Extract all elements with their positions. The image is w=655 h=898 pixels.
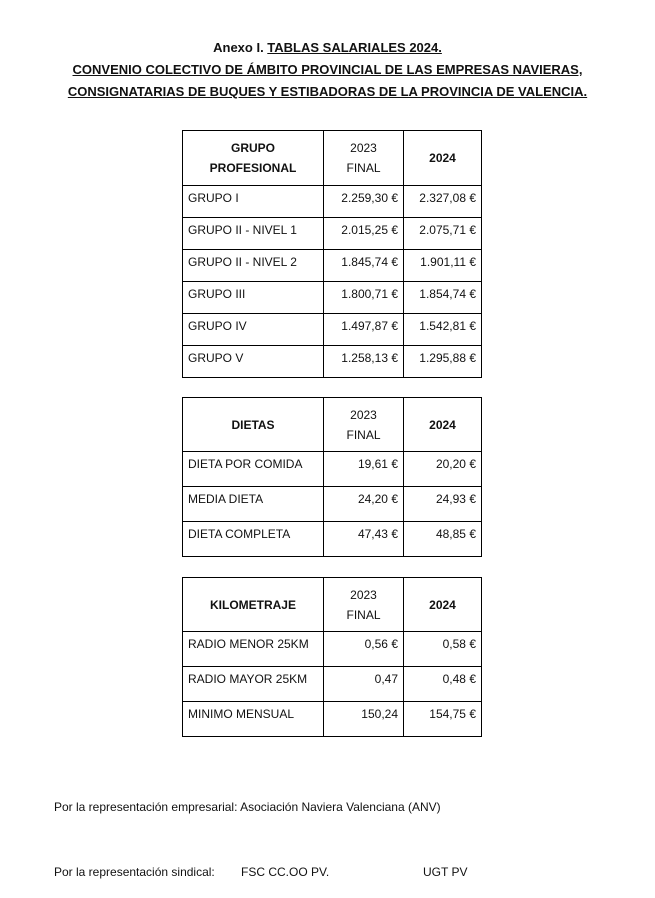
header-2023	[324, 578, 404, 632]
value-2024: 2.327,08 €	[404, 186, 482, 218]
row-label: RADIO MENOR 25KM	[183, 632, 324, 667]
value-2023: 24,20 €	[324, 487, 404, 522]
header-2023	[324, 398, 404, 452]
row-label: GRUPO V	[183, 346, 324, 378]
footer-empresarial: Por la representación empresarial: Asociación Naviera Valenciana (ANV)	[54, 800, 441, 814]
row-label: GRUPO I	[183, 186, 324, 218]
h: GRUPO	[230, 141, 275, 155]
value-2024: 24,93 €	[404, 487, 482, 522]
row-label: GRUPO II - NIVEL 2	[183, 250, 324, 282]
value-2023: 47,43 €	[324, 522, 404, 557]
title-line-1	[0, 40, 655, 55]
header-2023	[324, 131, 404, 186]
row-label: RADIO MAYOR 25KM	[183, 667, 324, 702]
value-2023: 19,61 €	[324, 452, 404, 487]
table-row	[183, 702, 482, 737]
table-row	[183, 522, 482, 557]
value-2024: 20,20 €	[404, 452, 482, 487]
title-underlined: TABLAS SALARIALES 2024.	[267, 40, 442, 55]
header-2024: 2024	[404, 578, 482, 632]
row-label: GRUPO II - NIVEL 1	[183, 218, 324, 250]
row-label: DIETA COMPLETA	[183, 522, 324, 557]
value-2023: 2.015,25 €	[324, 218, 404, 250]
value-2024: 1.854,74 €	[404, 282, 482, 314]
value-2023: 1.258,13 €	[324, 346, 404, 378]
h: 2023	[350, 407, 377, 422]
table-row	[183, 218, 482, 250]
h: FINAL	[346, 607, 381, 622]
table-row	[183, 186, 482, 218]
value-2024: 48,85 €	[404, 522, 482, 557]
header-2024: 2024	[404, 398, 482, 452]
row-label: MEDIA DIETA	[183, 487, 324, 522]
value-2024: 1.542,81 €	[404, 314, 482, 346]
table-header	[183, 578, 482, 632]
table-header	[183, 131, 482, 186]
value-2024: 2.075,71 €	[404, 218, 482, 250]
value-2023: 1.497,87 €	[324, 314, 404, 346]
h: 2023	[350, 587, 377, 602]
value-2023: 1.845,74 €	[324, 250, 404, 282]
footer-sindical-ugt: UGT PV	[423, 865, 468, 879]
table-row	[183, 487, 482, 522]
table-row	[183, 632, 482, 667]
header-group	[183, 131, 324, 186]
h: 2023	[350, 141, 377, 155]
table-row	[183, 282, 482, 314]
value-2024: 0,48 €	[404, 667, 482, 702]
footer-sindical-label: Por la representación sindical:	[54, 865, 215, 879]
header-dietas: DIETAS	[183, 398, 324, 452]
value-2023: 2.259,30 €	[324, 186, 404, 218]
value-2023: 0,56 €	[324, 632, 404, 667]
salary-table	[182, 130, 482, 378]
value-2023: 0,47	[324, 667, 404, 702]
row-label: GRUPO III	[183, 282, 324, 314]
table-row	[183, 452, 482, 487]
kilometraje-table	[182, 577, 482, 737]
h: FINAL	[346, 427, 381, 442]
title-prefix: Anexo I.	[213, 40, 268, 55]
header-kilometraje: KILOMETRAJE	[183, 578, 324, 632]
value-2023: 150,24	[324, 702, 404, 737]
value-2024: 1.901,11 €	[404, 250, 482, 282]
title-line-2: CONVENIO COLECTIVO DE ÁMBITO PROVINCIAL DE LAS EMPRESAS NAVIERAS,	[72, 62, 583, 77]
footer-sindical-ccoo: FSC CC.OO PV.	[241, 865, 330, 879]
title-line-3: CONSIGNATARIAS DE BUQUES Y ESTIBADORAS DE LA PROVINCIA DE VALENCIA.	[67, 84, 588, 99]
row-label: DIETA POR COMIDA	[183, 452, 324, 487]
row-label: MINIMO MENSUAL	[183, 702, 324, 737]
header-2024: 2024	[404, 131, 482, 186]
value-2024: 154,75 €	[404, 702, 482, 737]
h: FINAL	[346, 161, 381, 175]
table-row	[183, 346, 482, 378]
h: PROFESIONAL	[209, 161, 297, 175]
table-row	[183, 314, 482, 346]
table-row	[183, 667, 482, 702]
table-row	[183, 250, 482, 282]
value-2024: 1.295,88 €	[404, 346, 482, 378]
value-2023: 1.800,71 €	[324, 282, 404, 314]
table-header	[183, 398, 482, 452]
value-2024: 0,58 €	[404, 632, 482, 667]
dietas-table	[182, 397, 482, 557]
row-label: GRUPO IV	[183, 314, 324, 346]
